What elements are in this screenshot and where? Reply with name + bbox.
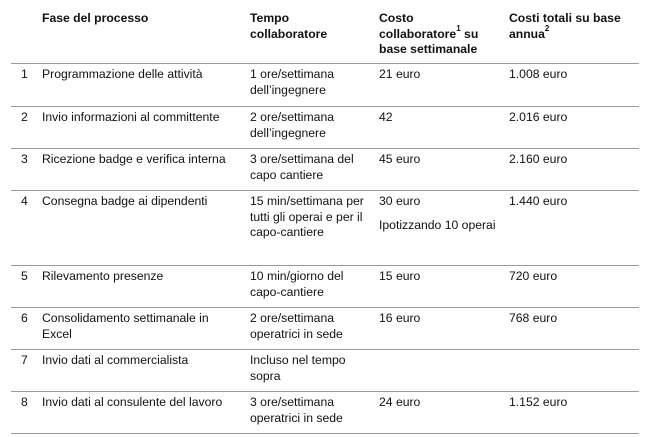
table-row [11,191,639,266]
header-weekly-cost [373,8,503,64]
row-weekly-cost [373,308,503,350]
row-phase: Invio dati al commercialista [36,350,244,392]
row-phase: Rilevamento presenze [36,266,244,308]
table-row [11,64,639,107]
table-row [11,392,639,434]
footnote-1-marker: 1 [456,24,461,34]
row-weekly-cost-value: 42 [379,110,393,124]
row-number: 3 [11,149,36,191]
row-number: 1 [11,64,36,107]
header-annual-cost-text: Costi totali su base annua [509,11,621,41]
row-number: 4 [11,191,36,266]
row-number: 5 [11,266,36,308]
row-time: 15 min/settimana per tutti gli operai e per il capo-cantiere [244,191,373,266]
row-annual-cost: 2.160 euro [503,149,639,191]
row-time: 3 ore/settimana del capo cantiere [244,149,373,191]
row-weekly-cost [373,149,503,191]
header-number [11,8,36,64]
table-row [11,107,639,149]
header-weekly-cost-text-suffix: su base settimanale [379,26,479,56]
row-annual-cost: 1.152 euro [503,392,639,434]
row-weekly-cost-value: 15 euro [379,269,421,283]
row-weekly-cost-value: 30 euro [379,194,421,208]
table-row [11,308,639,350]
row-weekly-cost [373,64,503,107]
row-annual-cost: 720 euro [503,266,639,308]
table-row [11,350,639,392]
row-phase: Invio informazioni al committente [36,107,244,149]
row-weekly-cost [373,191,503,266]
row-number: 6 [11,308,36,350]
row-weekly-cost [373,107,503,149]
row-annual-cost: 2.016 euro [503,107,639,149]
row-time: 2 ore/settimana operatrici in sede [244,308,373,350]
row-annual-cost: 1.008 euro [503,64,639,107]
row-weekly-cost-value: 24 euro [379,395,421,409]
table-row [11,266,639,308]
row-annual-cost: 1.440 euro [503,191,639,266]
footnote-2-marker: 2 [544,24,550,34]
row-time: 2 ore/settimana dell’ingegnere [244,107,373,149]
row-phase: Ricezione badge e verifica interna [36,149,244,191]
row-annual-cost: 768 euro [503,308,639,350]
row-number: 2 [11,107,36,149]
row-weekly-cost [373,392,503,434]
row-weekly-cost [373,350,503,392]
header-annual-cost [503,8,639,64]
table-header-row [11,8,639,64]
row-phase: Consolidamento settimanale in Excel [36,308,244,350]
row-phase: Invio dati al consulente del lavoro [36,392,244,434]
row-weekly-cost-note: Ipotizzando 10 operai [379,217,496,232]
row-weekly-cost-value: 45 euro [379,152,421,166]
row-time: 3 ore/settimana operatrici in sede [244,392,373,434]
row-time: 10 min/giorno del capo-cantiere [244,266,373,308]
header-weekly-cost-text: Costo collaboratore [379,11,457,41]
header-time: Tempo collaboratore [244,8,373,64]
row-annual-cost [503,350,639,392]
row-time: 1 ore/settimana dell’ingegnere [244,64,373,107]
row-number: 8 [11,392,36,434]
row-phase: Consegna badge ai dipendenti [36,191,244,266]
row-weekly-cost [373,266,503,308]
row-phase: Programmazione delle attività [36,64,244,107]
header-phase: Fase del processo [36,8,244,64]
row-weekly-cost-value: 16 euro [379,311,421,325]
row-number: 7 [11,350,36,392]
process-cost-table [11,8,639,434]
table-row [11,149,639,191]
row-time: Incluso nel tempo sopra [244,350,373,392]
row-weekly-cost-value: 21 euro [379,67,421,81]
